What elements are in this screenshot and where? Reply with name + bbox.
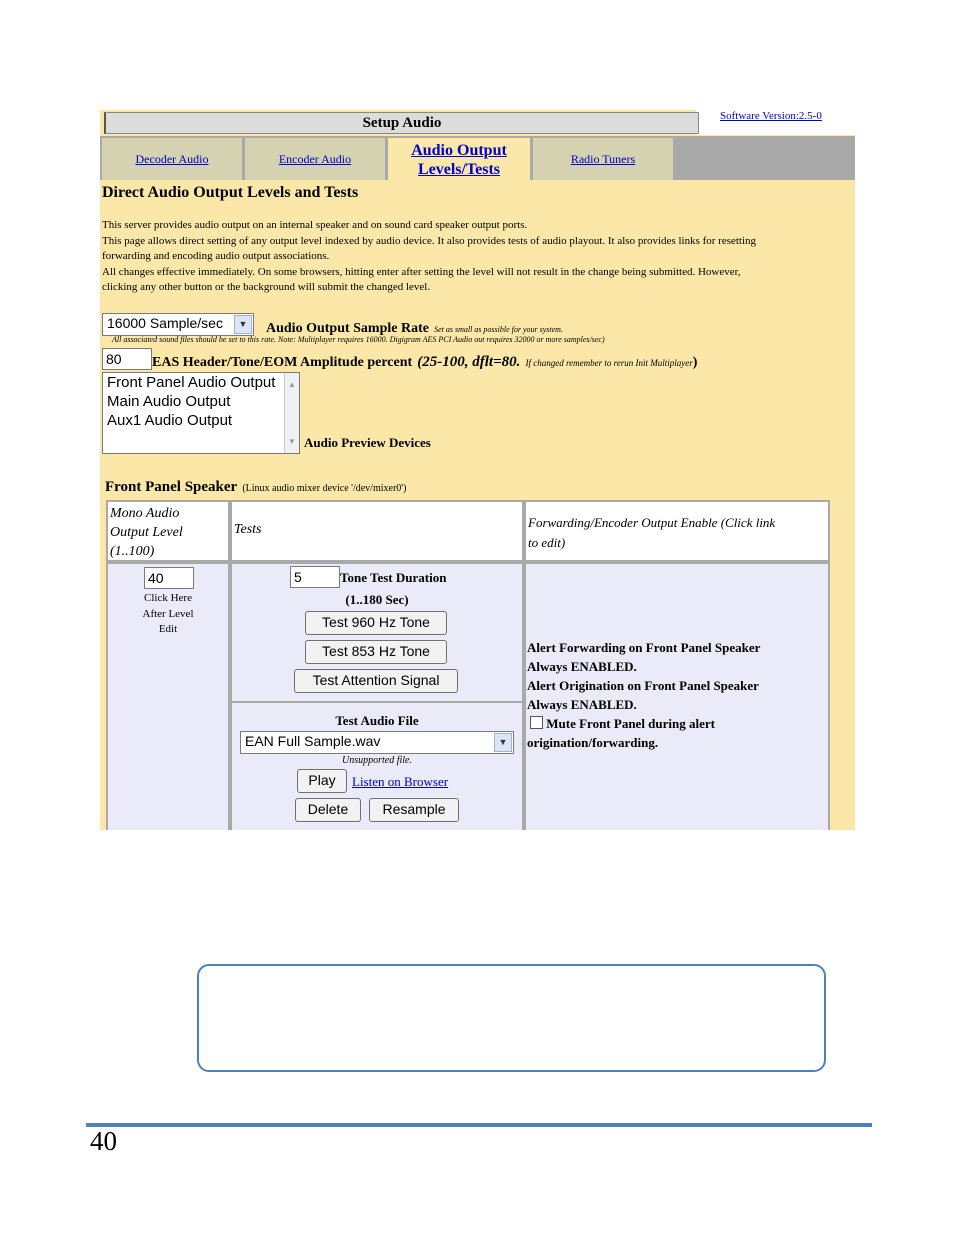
test-attention-signal-button[interactable]: Test Attention Signal (294, 669, 458, 693)
header-text: Tests (234, 522, 262, 537)
header-text: to edit) (528, 535, 566, 550)
desc-line: All changes effective immediately. On some browsers, hitting enter after setting the level will not result in the change being submitted. However, (102, 265, 741, 278)
audio-preview-devices-label: Audio Preview Devices (304, 435, 431, 450)
tab-audio-output-levels-link[interactable] (388, 138, 530, 179)
unsupported-file-text: Unsupported file. (342, 755, 412, 766)
sample-rate-hint: Set as small as possible for your system. (434, 325, 563, 334)
chevron-up-icon[interactable]: ▲ (288, 380, 296, 389)
tab-encoder-audio[interactable] (245, 138, 385, 180)
output-level-input[interactable]: 40 (144, 567, 194, 589)
tone-tests-cell (232, 564, 522, 701)
sample-rate-select[interactable] (102, 313, 254, 336)
header-tests (232, 502, 522, 560)
level-hint: Click Here (144, 592, 192, 604)
section-heading: Direct Audio Output Levels and Tests (102, 184, 359, 201)
resample-button[interactable]: Resample (369, 798, 459, 822)
mute-front-panel-checkbox[interactable] (530, 716, 543, 729)
chevron-down-icon[interactable]: ▼ (288, 437, 296, 446)
header-text: Mono Audio (110, 506, 180, 521)
header-text: Forwarding/Encoder Output Enable (Click link (528, 515, 776, 530)
play-button[interactable]: Play (297, 769, 347, 793)
delete-button[interactable]: Delete (295, 798, 361, 822)
forwarding-status: Always ENABLED. (527, 659, 637, 674)
tab-radio-tuners[interactable] (533, 138, 673, 180)
forwarding-cell (526, 564, 828, 830)
tab-bar (100, 136, 855, 180)
test-960hz-button[interactable]: Test 960 Hz Tone (305, 611, 447, 635)
page-title: Setup Audio (104, 112, 699, 134)
eas-amplitude-input[interactable]: 80 (102, 348, 152, 370)
eas-hint: If changed remember to rerun Init Multiplayer (525, 358, 693, 368)
tab-audio-output-levels[interactable] (388, 138, 530, 180)
test-file-select[interactable] (240, 731, 514, 754)
level-hint: Edit (158, 623, 178, 635)
tab-label-line1: Audio Output (411, 142, 507, 159)
desc-line: forwarding and encoding audio output associations. (102, 250, 330, 262)
list-item[interactable]: Front Panel Audio Output (107, 374, 276, 391)
level-cell (108, 564, 228, 830)
eas-label-row (152, 351, 697, 371)
mute-front-panel-label-2: origination/forwarding. (527, 735, 659, 750)
eas-label: EAS Header/Tone/EOM Amplitude percent (152, 355, 413, 370)
desc-line: clicking any other button or the background will submit the changed level. (102, 281, 431, 293)
front-panel-table (106, 500, 830, 830)
desc-line: This page allows direct setting of any output level indexed by audio device. It also provides tests of audio playout. It also provides links for resetting (102, 234, 757, 247)
software-version-link[interactable]: Software Version:2.5-0 (720, 110, 822, 122)
front-panel-heading (105, 476, 406, 496)
header-level (108, 502, 228, 560)
test-file-cell (232, 703, 522, 830)
page-number: 40 (90, 1126, 117, 1156)
test-file-value: EAN Full Sample.wav (245, 733, 381, 749)
description (102, 218, 855, 296)
eas-close-paren: ) (692, 355, 698, 370)
tone-duration-range: (1..180 Sec) (345, 592, 409, 607)
header-text: (1..100) (110, 544, 155, 559)
audio-preview-devices-list[interactable] (102, 372, 300, 454)
sample-rate-label-row (266, 317, 563, 337)
tab-encoder-audio-link[interactable]: Encoder Audio (278, 152, 352, 166)
forwarding-status: Alert Forwarding on Front Panel Speaker (527, 640, 761, 655)
desc-line: This server provides audio output on an internal speaker and on sound card speaker output ports. (102, 219, 528, 231)
chevron-down-icon[interactable]: ▼ (494, 733, 512, 752)
tab-radio-tuners-link[interactable]: Radio Tuners (570, 152, 636, 166)
sample-rate-label: Audio Output Sample Rate (266, 321, 429, 336)
list-item[interactable]: Aux1 Audio Output (107, 412, 233, 429)
test-file-label: Test Audio File (335, 713, 419, 728)
level-hint: After Level (142, 607, 194, 620)
eas-range: (25-100, dflt=80. (417, 354, 521, 370)
sample-rate-value: 16000 Sample/sec (107, 315, 223, 331)
tab-label-line2: Levels/Tests (417, 161, 501, 178)
chevron-down-icon[interactable]: ▼ (234, 315, 252, 334)
tone-duration-label: Tone Test Duration (340, 570, 447, 585)
sample-rate-note: All associated sound files should be set to this rate. Note: Multiplayer requires 16000. Digigram AES PCI Audio out requires 32000 or more samples/sec) (112, 335, 605, 344)
front-panel-title: Front Panel Speaker (105, 479, 238, 495)
tab-decoder-audio-link[interactable]: Decoder Audio (135, 152, 209, 166)
listen-on-browser-link[interactable]: Listen on Browser (352, 774, 449, 789)
test-853hz-button[interactable]: Test 853 Hz Tone (305, 640, 447, 664)
screenshot-frame (100, 110, 855, 830)
scrollbar[interactable] (284, 373, 299, 453)
tone-duration-input[interactable]: 5 (290, 566, 340, 588)
header-text: Output Level (110, 525, 183, 540)
origination-status: Always ENABLED. (527, 697, 637, 712)
footer-rule (86, 1123, 872, 1127)
origination-status: Alert Origination on Front Panel Speaker (527, 678, 759, 693)
mute-front-panel-label: Mute Front Panel during alert (546, 716, 715, 731)
tab-decoder-audio[interactable] (102, 138, 242, 180)
header-forwarding (526, 502, 828, 560)
list-item[interactable]: Main Audio Output (107, 393, 231, 410)
front-panel-subtitle: (Linux audio mixer device '/dev/mixer0') (242, 483, 407, 494)
note-box (197, 964, 826, 1072)
